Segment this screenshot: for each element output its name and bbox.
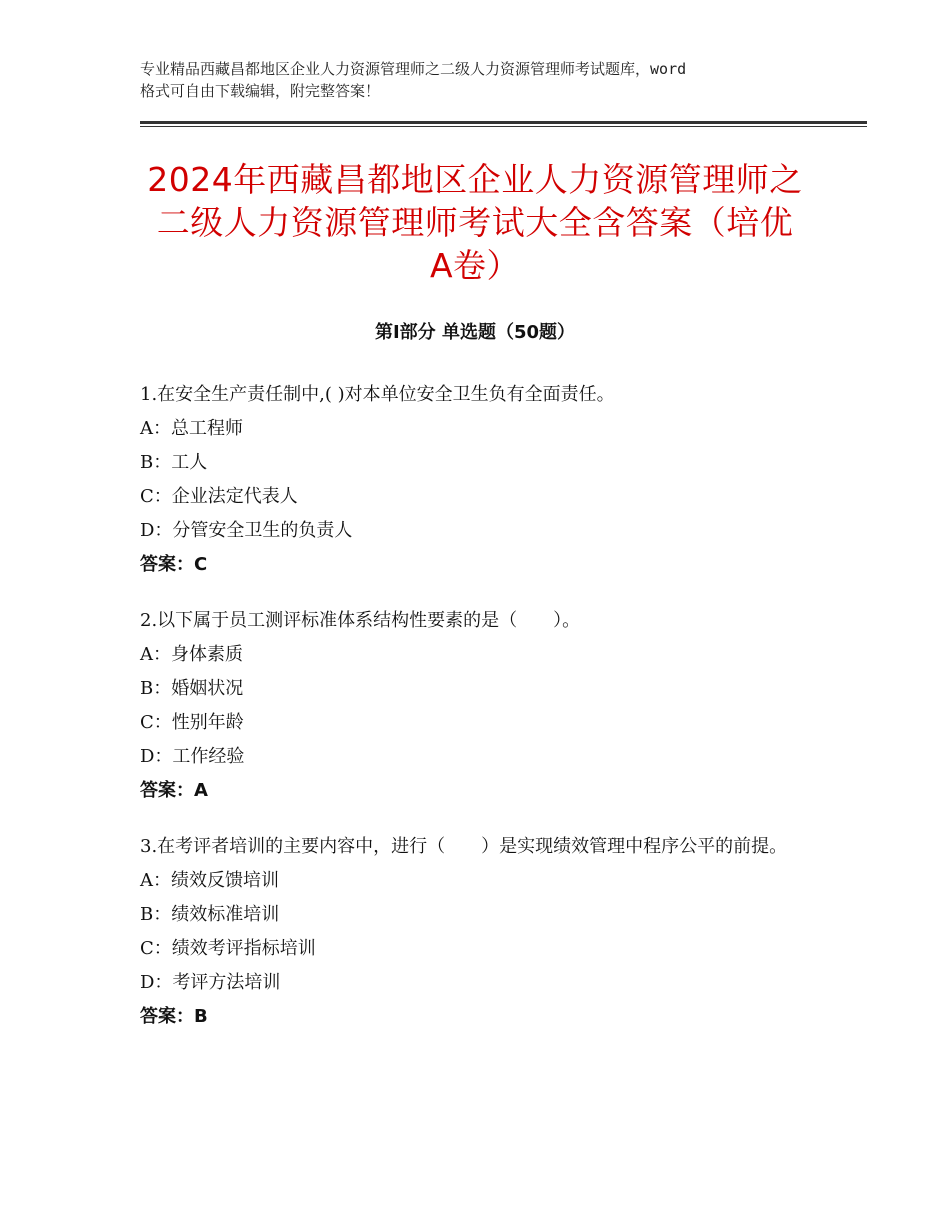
answer-label: 答案：C bbox=[140, 554, 208, 575]
question-item bbox=[140, 604, 830, 808]
section-title: 第Ⅰ部分 单选题（50题） bbox=[374, 322, 575, 343]
header-divider-thin bbox=[140, 126, 867, 127]
question-stem: 3.在考评者培训的主要内容中，进行（ ）是实现绩效管理中程序公平的前提。 bbox=[140, 836, 788, 857]
title-line-3: A卷） bbox=[429, 246, 521, 285]
option-b: B：绩效标准培训 bbox=[140, 904, 280, 925]
title-line-1: 2024年西藏昌都地区企业人力资源管理师之 bbox=[147, 160, 803, 199]
question-item bbox=[140, 830, 830, 1034]
question-item bbox=[140, 378, 830, 582]
answer-label: 答案：B bbox=[140, 1006, 208, 1027]
option-d: D：考评方法培训 bbox=[140, 972, 281, 993]
option-d: D：工作经验 bbox=[140, 746, 245, 767]
header-note bbox=[140, 58, 840, 102]
option-c: C：企业法定代表人 bbox=[140, 486, 298, 507]
question-stem: 1.在安全生产责任制中,( )对本单位安全卫生负有全面责任。 bbox=[140, 384, 615, 405]
option-d: D：分管安全卫生的负责人 bbox=[140, 520, 353, 541]
option-b: B：工人 bbox=[140, 452, 208, 473]
option-a: A：绩效反馈培训 bbox=[140, 870, 279, 891]
answer-label: 答案：A bbox=[140, 780, 208, 801]
header-divider-thick bbox=[140, 121, 867, 124]
header-note-line-2: 格式可自由下载编辑，附完整答案！ bbox=[140, 82, 381, 100]
title-line-2: 二级人力资源管理师考试大全含答案（培优 bbox=[156, 203, 794, 242]
question-list bbox=[140, 378, 830, 1056]
option-c: C：绩效考评指标培训 bbox=[140, 938, 316, 959]
option-a: A：总工程师 bbox=[140, 418, 243, 439]
option-b: B：婚姻状况 bbox=[140, 678, 244, 699]
option-a: A：身体素质 bbox=[140, 644, 243, 665]
option-c: C：性别年龄 bbox=[140, 712, 244, 733]
document-title bbox=[130, 158, 820, 287]
question-stem: 2.以下属于员工测评标准体系结构性要素的是（ ）。 bbox=[140, 610, 581, 631]
header-note-line-1: 专业精品西藏昌都地区企业人力资源管理师之二级人力资源管理师考试题库，word bbox=[140, 60, 687, 78]
